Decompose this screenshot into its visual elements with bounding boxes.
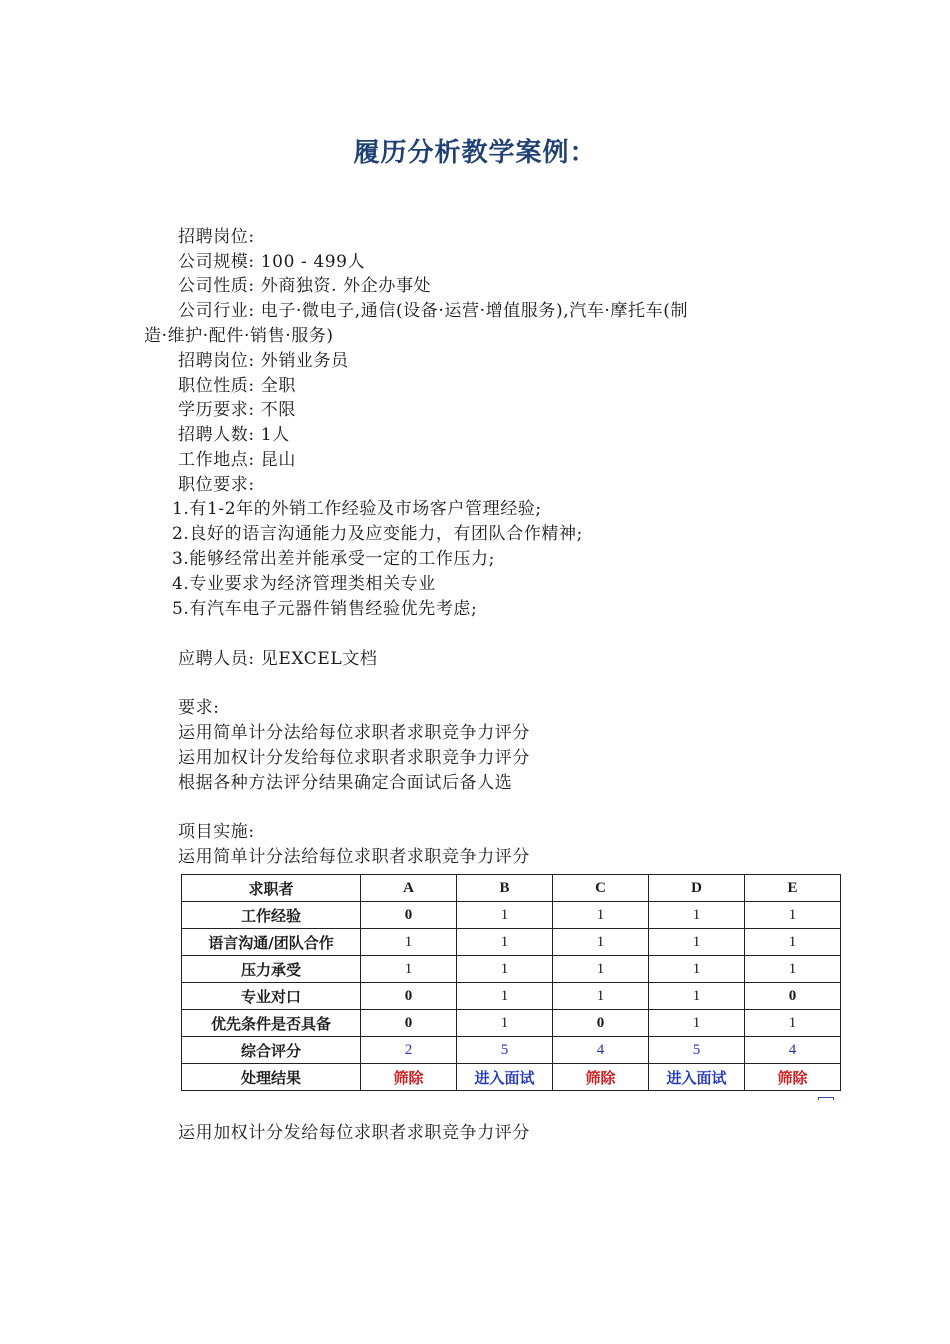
table-row xyxy=(182,902,841,929)
header-label: 求职者 xyxy=(182,875,361,902)
score-cell: 1 xyxy=(649,1010,745,1037)
score-cell: 1 xyxy=(745,902,841,929)
table-row xyxy=(182,956,841,983)
result-label: 处理结果 xyxy=(182,1064,361,1091)
page-title: 履历分析教学案例： xyxy=(353,138,597,168)
requirement-item: 5.有汽车电子元器件销售经验优先考虑; xyxy=(172,599,478,619)
requirement-item: 1.有1-2年的外销工作经验及市场客户管理经验; xyxy=(172,499,542,519)
criterion-label: 优先条件是否具备 xyxy=(182,1010,361,1037)
requirement-item: 3.能够经常出差并能承受一定的工作压力; xyxy=(172,549,495,569)
score-cell: 1 xyxy=(457,983,553,1010)
score-cell: 0 xyxy=(553,1010,649,1037)
job-type: 职位性质: 全职 xyxy=(178,376,296,396)
score-cell: 0 xyxy=(361,983,457,1010)
score-cell: 1 xyxy=(553,902,649,929)
simple-score-table xyxy=(181,874,841,1091)
score-cell: 1 xyxy=(745,956,841,983)
company-type: 公司性质: 外商独资. 外企办事处 xyxy=(178,276,432,296)
criterion-label: 压力承受 xyxy=(182,956,361,983)
total-score-cell: 4 xyxy=(745,1037,841,1064)
result-row xyxy=(182,1064,841,1091)
table-header-row xyxy=(182,875,841,902)
total-score-cell: 5 xyxy=(649,1037,745,1064)
headcount: 招聘人数: 1人 xyxy=(178,425,290,445)
table-row xyxy=(182,983,841,1010)
task-item: 根据各种方法评分结果确定合面试后备人选 xyxy=(178,773,513,793)
candidate-header: D xyxy=(649,875,745,902)
task-item: 运用简单计分法给每位求职者求职竞争力评分 xyxy=(178,723,530,743)
total-score-cell: 2 xyxy=(361,1037,457,1064)
object-anchor-marker xyxy=(818,1097,834,1100)
weighted-score-caption: 运用加权计分发给每位求职者求职竞争力评分 xyxy=(178,1123,530,1143)
industry-line-1: 公司行业: 电子·微电子,通信(设备·运营·增值服务),汽车·摩托车(制 xyxy=(178,301,689,321)
total-score-row xyxy=(182,1037,841,1064)
score-cell: 0 xyxy=(361,902,457,929)
candidate-header: A xyxy=(361,875,457,902)
score-cell: 1 xyxy=(553,929,649,956)
score-cell: 1 xyxy=(457,956,553,983)
result-cell: 进入面试 xyxy=(649,1064,745,1091)
company-size: 公司规模: 100 - 499人 xyxy=(178,252,366,272)
score-cell: 0 xyxy=(745,983,841,1010)
industry-line-2: 造·维护·配件·销售·服务) xyxy=(144,326,334,346)
score-cell: 1 xyxy=(361,956,457,983)
score-cell: 1 xyxy=(361,929,457,956)
tasks-heading: 要求: xyxy=(178,698,220,718)
score-cell: 1 xyxy=(553,983,649,1010)
candidate-header: C xyxy=(553,875,649,902)
criterion-label: 语言沟通/团队合作 xyxy=(182,929,361,956)
location: 工作地点: 昆山 xyxy=(178,450,296,470)
score-cell: 1 xyxy=(745,1010,841,1037)
result-cell: 筛除 xyxy=(745,1064,841,1091)
total-score-cell: 5 xyxy=(457,1037,553,1064)
requirement-item: 2.良好的语言沟通能力及应变能力，有团队合作精神; xyxy=(172,524,583,544)
result-cell: 进入面试 xyxy=(457,1064,553,1091)
table-row xyxy=(182,929,841,956)
implementation-heading: 项目实施: xyxy=(178,822,255,842)
result-cell: 筛除 xyxy=(553,1064,649,1091)
total-score-cell: 4 xyxy=(553,1037,649,1064)
score-cell: 1 xyxy=(649,983,745,1010)
total-label: 综合评分 xyxy=(182,1037,361,1064)
score-cell: 1 xyxy=(649,929,745,956)
task-item: 运用加权计分发给每位求职者求职竞争力评分 xyxy=(178,748,530,768)
candidate-header: B xyxy=(457,875,553,902)
score-cell: 1 xyxy=(553,956,649,983)
position: 招聘岗位: 外销业务员 xyxy=(178,351,349,371)
score-cell: 0 xyxy=(361,1010,457,1037)
result-cell: 筛除 xyxy=(361,1064,457,1091)
score-cell: 1 xyxy=(457,1010,553,1037)
job-heading: 招聘岗位: xyxy=(178,227,255,247)
simple-score-caption: 运用简单计分法给每位求职者求职竞争力评分 xyxy=(178,847,530,867)
requirement-item: 4.专业要求为经济管理类相关专业 xyxy=(172,574,436,594)
score-cell: 1 xyxy=(457,929,553,956)
score-cell: 1 xyxy=(649,956,745,983)
criterion-label: 专业对口 xyxy=(182,983,361,1010)
candidate-header: E xyxy=(745,875,841,902)
requirements-heading: 职位要求: xyxy=(178,475,255,495)
score-cell: 1 xyxy=(649,902,745,929)
criterion-label: 工作经验 xyxy=(182,902,361,929)
score-cell: 1 xyxy=(745,929,841,956)
applicants-line: 应聘人员: 见EXCEL文档 xyxy=(178,649,378,669)
score-cell: 1 xyxy=(457,902,553,929)
education: 学历要求: 不限 xyxy=(178,400,296,420)
table-row xyxy=(182,1010,841,1037)
